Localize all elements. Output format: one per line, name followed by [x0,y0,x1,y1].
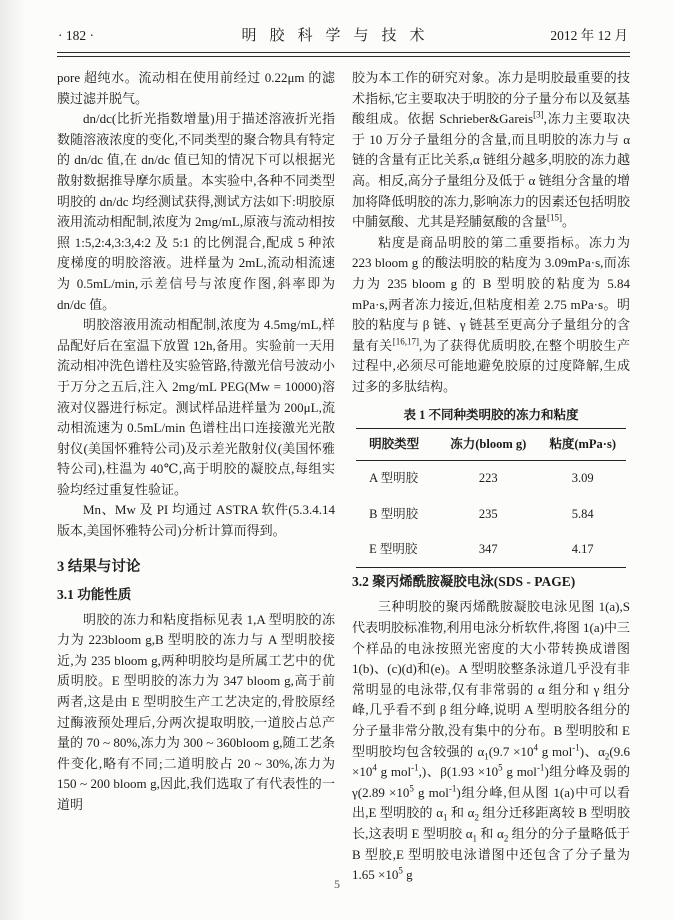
column-header-viscosity: 粘度(mPa·s) [540,429,626,461]
paragraph-dndc: dn/dc(比折光指数增量)用于描述溶液折光指数随溶液浓度的变化,不同类型的聚合物具有特定的 dn/dc 值,在 dn/dc 值已知的情况下可以根据光散射数据推导摩尔质量。本实验中,各种不同类型明胶的 dn/dc 均经测试获得,测试方法如下:明胶原液用流动相配制,浓度为 2mg/mL,原液与流动相按照 1:5,2:4,3:3,4:2 及 5:1 的比例混合,配成 5 种浓度梯度的明胶溶液。进样量为 2mL,流动相流速为 0.5mL/min,示差信号与浓度作图,斜率即为 dn/dc 值。 [57,111,335,312]
paragraph-sample-prep: 明胶溶液用流动相配制,浓度为 4.5mg/mL,样品配好后在室温下放置 12h,备用。实验前一天用流动相冲洗色谱柱及实验管路,待激光信号波动小于万分之五后,注入 2mg/mL PEG(Mw = 10000)溶液对仪器进行标定。测试样品进样量为 200μL,流动相流速为 0.5mL/min 色谱柱出口连接激光光散射仪(美国怀雅特公司)及示差光散射仪(美国怀雅特公司),柱温为 40℃,高于明胶的凝胶点,每组实验均经过重复性验证。 [57,317,335,497]
header-page-number: · 182 · [58,28,94,43]
cell-type: A 型明胶 [369,471,419,486]
table-header [356,429,626,461]
column-header-bloom: 冻力(bloom g) [437,429,539,461]
section-heading-results: 3 结果与讨论 [57,558,141,575]
left-column [57,68,335,886]
header-double-rule [57,52,630,57]
paragraph-viscosity: 粘度是商品明胶的第二重要指标。冻力为 223 bloom g 的酸法明胶的粘度为 3.09mPa·s,而冻力为 235 bloom g 的 B 型明胶的粘度为 5.84 mPa·s,两者冻力接近,但粘度相差 2.75 mPa·s。明胶的粘度与 β 链、γ 链甚至更高分子量组分的含量有关[16,17],为了获得优质明胶,在整个明胶生产过程中,必须尽可能地避免胶原的过度降解,生成过多的多肽结构。 [352,234,630,394]
column-header-gelatin-type: 明胶类型 [356,429,437,461]
right-column [352,68,630,886]
table-caption: 表 1 不同种类明胶的冻力和粘度 [403,407,579,422]
issue-date: 2012 年 12 月 [550,28,628,43]
paragraph-electrophoresis: 三种明胶的聚丙烯酰胺凝胶电泳见图 1(a),S 代表明胶标准物,利用电泳分析软件,将图 1(a)中三个样品的电泳按照光密度的大小带转换成谱图 1(b)、(c)(d)和(e)。A 型明胶整条泳道几乎没有非常明显的电泳带,仅有非常弱的 α 组分和 γ 组分峰,几乎看不到 β 组分峰,说明 A 型明胶各组分的分子量非常分散,没有集中的分布。B 型明胶和 E 型明胶均包含较强的 $\alpha_1(9.7 \times 10^4$ g mol$^{-1}$)、$\alpha_2(9.6 \times 10^4$ g mol$^{-1}$,)、$\beta(1.93 \times 10^5$ g mol$^{-1}$)组分峰及弱的 $\gamma(2.89 \times 10^5$ g mol$^{-1}$)组分峰,但从图 1(a)中可以看出,E 型明胶的 $\alpha_1$ 和 $\alpha_2$ 组分迁移距离较 B 型明胶长,这表明 E 型明胶 $\alpha_1$ 和 $\alpha_2$ 组分的分子量略低于 B 型胶,E 型明胶电泳谱图中还包含了分子量为 $1.65 \times 10^5$ g [352,599,631,883]
paragraph-freezing-strength: 胶为本工作的研究对象。冻力是明胶最重要的技术指标,它主要取决于明胶的分子量分布以及氨基酸组成。依据 Schrieber&Gareis[3],冻力主要取决于 10 万分子量组分的含量,而且明胶的冻力与 α 链的含量有正比关系,α 链组分越多,明胶的冻力越高。相反,高分子量组分及低于 α 链组分含量的增加将降低明胶的冻力,影响冻力的因素还包括明胶中脯氨酸、尤其是羟脯氨酸的含量[15]。 [352,70,630,230]
cell-viscosity: 5.84 [571,506,594,521]
body-columns [0,68,674,886]
cell-viscosity: 4.17 [571,542,594,557]
journal-title: 明胶科学与技术 [241,28,438,44]
table-body [356,460,626,568]
table-header-row [356,429,626,461]
cell-viscosity: 3.09 [571,471,594,486]
cell-bloom: 223 [478,471,498,486]
paragraph-mobile-phase: pore 超纯水。流动相在使用前经过 0.22μm 的滤膜过滤并脱气。 [57,70,335,106]
table-row [356,496,626,532]
paragraph-astra-software: Mn、Mw 及 PI 均通过 ASTRA 软件(5.3.4.14 版本,美国怀雅特公司)分析计算而得到。 [57,502,335,539]
subsection-heading-sds-page: 3.2 聚丙烯酰胺凝胶电泳(SDS - PAGE) [352,574,576,590]
page-header [0,0,674,52]
gelatin-properties-table [356,428,626,568]
table-row [356,532,626,568]
cell-type: B 型明胶 [369,506,419,521]
footer-page-number: 5 [334,877,340,891]
paragraph-bloom-strength: 明胶的冻力和粘度指标见表 1,A 型明胶的冻力为 223bloom g,B 型明胶的冻力与 A 型明胶接近,为 235 bloom g,两种明胶均是所属工艺中的优质明胶。E 型明胶的冻力为 347 bloom g,高于前两者,这是由 E 型明胶生产工艺决定的,骨胶原经过酶液预处理后,分两次提取明胶,一道胶占总产量的 70 ~ 80%,冻力为 300 ~ 360bloom g,随工艺条件变化,略有不同;二道明胶占 20 ~ 30%,冻力为 150 ~ 200 bloom g,因此,我们选取了有代表性的一道明 [57,611,335,812]
cell-bloom: 235 [478,506,498,521]
table-row [356,460,626,496]
cell-type: E 型明胶 [369,542,418,557]
subsection-heading-functional: 3.1 功能性质 [57,586,132,602]
cell-bloom: 347 [478,542,498,557]
